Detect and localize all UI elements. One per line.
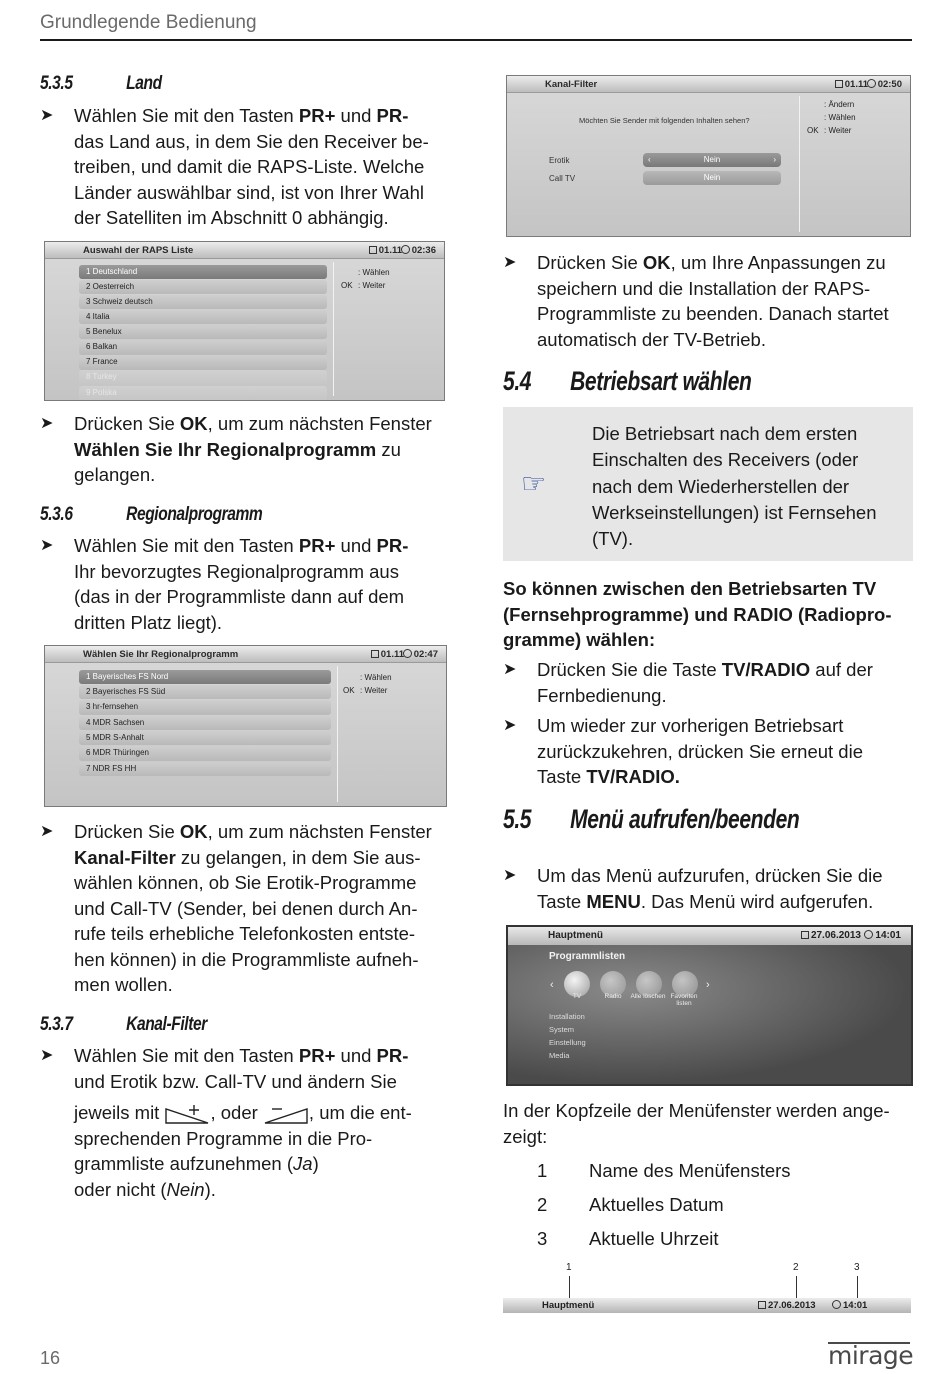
arrow-bullet-icon: ➤ — [503, 717, 517, 734]
screen-help: : Wählen OK : Weiter — [343, 673, 392, 695]
clock-icon — [403, 649, 412, 658]
screen-main-menu — [506, 925, 913, 1086]
raps-list — [79, 264, 327, 400]
screen-raps-list — [44, 241, 445, 401]
clock-icon — [832, 1300, 841, 1309]
heading-5-3-5: 5.3.5 Land — [40, 73, 162, 94]
list-item: 1 Deutschland — [79, 265, 327, 279]
filter-label-calltv: Call TV — [549, 174, 576, 183]
calendar-icon — [371, 650, 379, 658]
calendar-icon — [801, 931, 809, 939]
chevron-left-icon: ‹ — [550, 979, 554, 991]
list-item: 1 Bayerisches FS Nord — [79, 670, 331, 684]
screen-kanal-filter — [506, 75, 911, 237]
bold-paragraph: So können zwischen den Betriebsarten TV (Fernsehprogramme) und RADIO (Radiopro- gramme) wählen: — [503, 578, 892, 650]
list-item: 4 Italia — [79, 310, 327, 324]
tip-box: ☞ Die Betriebsart nach dem ersten Einschalten des Receivers (oder nach dem Wiederherstellen der Werkseinstellungen) ist Fernsehen (TV). — [503, 407, 913, 561]
arrow-bullet-icon: ➤ — [40, 415, 54, 432]
screen-header-bar: Auswahl der RAPS Liste 01.11 02:36 — [45, 242, 444, 259]
running-head: Grundlegende Bedienung — [40, 12, 257, 33]
volume-down-key-icon — [263, 1103, 309, 1125]
screen-help: : Ändern : Wählen OK : Weiter — [807, 100, 856, 135]
filter-value-calltv: Nein — [643, 171, 781, 185]
callout-header-bar: Hauptmenü 27.06.2013 14:01 — [503, 1298, 911, 1313]
arrow-bullet-icon: ➤ — [40, 107, 54, 124]
list-item: 6 MDR Thüringen — [79, 746, 331, 760]
arrow-bullet-icon: ➤ — [40, 1047, 54, 1064]
clock-icon — [401, 245, 410, 254]
clock-icon — [867, 79, 876, 88]
list-item: 8 Turkey — [79, 370, 327, 384]
calendar-icon — [369, 246, 377, 254]
calendar-icon — [835, 80, 843, 88]
header-info-paragraph: In der Kopfzeile der Menüfenster werden ange- zeigt: — [503, 1100, 890, 1147]
screen-help: : Wählen OK : Weiter — [341, 268, 390, 290]
list-item: 4 MDR Sachsen — [79, 716, 331, 730]
chevron-right-icon: › — [773, 155, 776, 164]
brand-logo: mirage — [828, 1341, 914, 1370]
volume-up-key-icon — [164, 1103, 210, 1125]
submenu-item: Media — [549, 1051, 570, 1060]
filter-value-erotik: ‹ Nein › — [643, 153, 781, 167]
pointing-hand-icon: ☞ — [521, 468, 547, 499]
arrow-bullet-icon: ➤ — [40, 823, 54, 840]
chevron-right-icon: › — [706, 979, 710, 991]
clock-icon — [864, 930, 873, 939]
submenu-item: Einstellung — [549, 1038, 586, 1047]
list-item: 5 Benelux — [79, 325, 327, 339]
callout-number: 1 — [566, 1262, 572, 1273]
regional-list — [79, 669, 331, 777]
arrow-bullet-icon: ➤ — [503, 867, 517, 884]
arrow-bullet-icon: ➤ — [503, 661, 517, 678]
heading-5-3-6: 5.3.6 Regionalprogramm — [40, 504, 263, 525]
list-item: 7 France — [79, 355, 327, 369]
calendar-icon — [758, 1301, 766, 1309]
list-item: 9 Polska — [79, 386, 327, 400]
screen-regional — [44, 645, 447, 807]
screen-header-bar: Wählen Sie Ihr Regionalprogramm 01.11 02:47 — [45, 646, 446, 663]
list-item: 2 Oesterreich — [79, 280, 327, 294]
submenu-item: Installation — [549, 1012, 585, 1021]
header-rule — [40, 39, 912, 41]
screen-header-bar: Kanal-Filter 01.11 02:50 — [507, 76, 910, 93]
heading-5-4: 5.4 Betriebsart wählen — [503, 366, 752, 396]
list-item: 2 Bayerisches FS Süd — [79, 685, 331, 699]
menu-icon-label: Radio — [604, 993, 622, 1000]
header-callout-diagram — [503, 1258, 911, 1316]
list-item: 3 hr-fernsehen — [79, 700, 331, 714]
arrow-bullet-icon: ➤ — [503, 254, 517, 271]
callout-number: 3 — [854, 1262, 860, 1273]
filter-label-erotik: Erotik — [549, 156, 570, 165]
menu-section-title: Programmlisten — [549, 951, 626, 962]
arrow-bullet-icon: ➤ — [40, 537, 54, 554]
chevron-left-icon: ‹ — [648, 155, 651, 164]
submenu-item: System — [549, 1025, 575, 1034]
list-item: 6 Balkan — [79, 340, 327, 354]
page-number: 16 — [40, 1348, 61, 1368]
list-item: 3 Schweiz deutsch — [79, 295, 327, 309]
menu-icon-label: Favoriten listen — [670, 993, 698, 1007]
list-item: 5 MDR S-Anhalt — [79, 731, 331, 745]
screen-header-bar: Hauptmenü 27.06.2013 14:01 — [508, 927, 911, 945]
filter-question: Möchten Sie Sender mit folgenden Inhalten sehen? — [579, 116, 750, 125]
callout-number: 2 — [793, 1262, 799, 1273]
menu-icon-label: TV — [572, 993, 582, 1000]
heading-5-5: 5.5 Menü aufrufen/beenden — [503, 804, 800, 834]
menu-icon-label: Alle löschen — [630, 993, 666, 1000]
heading-5-3-7: 5.3.7 Kanal-Filter — [40, 1014, 207, 1035]
list-item: 7 NDR FS HH — [79, 762, 331, 776]
